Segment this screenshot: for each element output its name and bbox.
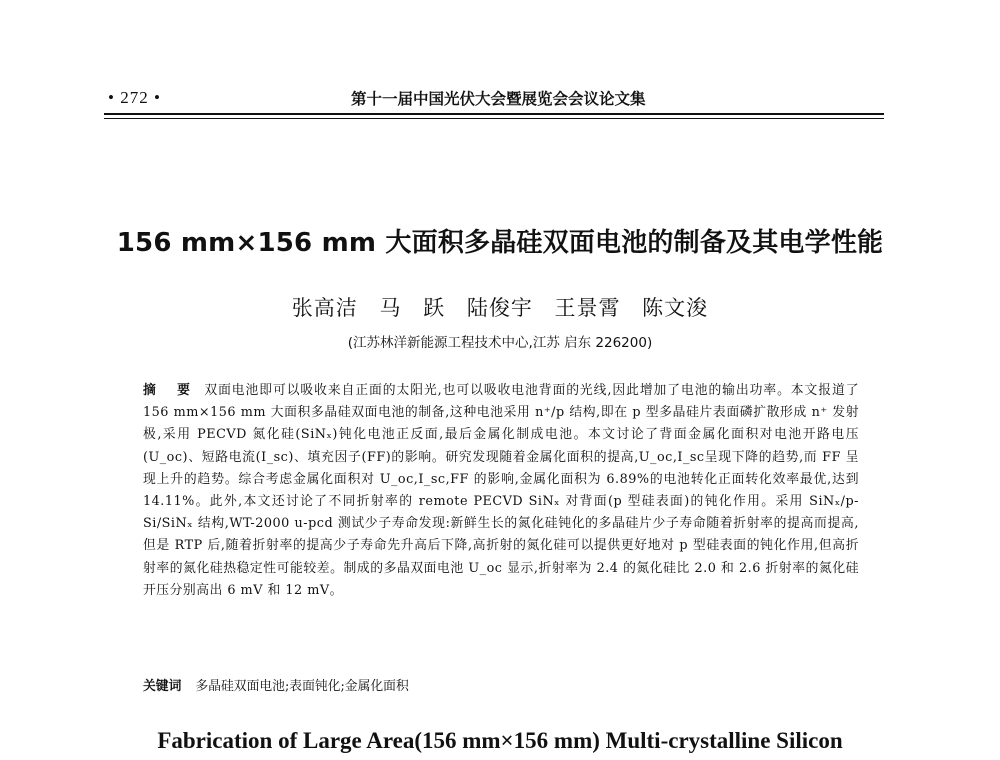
header-rule-thin — [104, 118, 884, 119]
keywords — [143, 675, 859, 694]
affiliation: (江苏林洋新能源工程技术中心,江苏 启东 226200) — [347, 335, 653, 351]
running-header — [108, 86, 880, 110]
paper-title: 156 mm×156 mm 大面积多晶硅双面电池的制备及其电学性能 — [116, 228, 884, 258]
keywords-text: 多晶硅双面电池;表面钝化;金属化面积 — [195, 679, 409, 694]
journal-title: 第十一届中国光伏大会暨展览会会议论文集 — [351, 90, 646, 108]
abstract — [143, 380, 859, 602]
abstract-label: 摘 要 — [143, 383, 199, 398]
abstract-text: 双面电池即可以吸收来自正面的太阳光,也可以吸收电池背面的光线,因此增加了电池的输出功率。本文报道了 156 mm×156 mm 大面积多晶硅双面电池的制备,这种电池采用 n⁺/p 结构,即在 p 型多晶硅片表面磷扩散形成 n⁺ 发射极,采用 PECVD 氮化硅(SiNₓ)钝化电池正反面,最后金属化制成电池。本文讨论了背面金属化面积对电池开路电压(U_oc)、短路电流(I_sc)、填充因子(FF)的影响。研究发现随着金属化面积的提高,U_oc,I_sc呈现下降的趋势,而 FF 呈现上升的趋势。综合考虑金属化面积对 U_oc,I_sc,FF 的影响,金属化面积为 6.89%的电池转化正面转化效率最优,达到 14.11%。此外,本文还讨论了不同折射率的 remote PECVD SiNₓ 对背面(p 型硅表面)的钝化作用。采用 SiNₓ/p-Si/SiNₓ 结构,WT-2000 u-pcd 测试少子寿命发现:新鲜生长的氮化硅钝化的多晶硅片少子寿命随着折射率的提高而提高,但是 RTP 后,随着折射率的提高少子寿命先升高后下降,高折射的氮化硅可以提供更好地对 p 型硅表面的钝化作用,但高折射率的氮化硅热稳定性可能较差。制成的多晶双面电池 U_oc 显示,折射率为 2.4 的氮化硅比 2.0 和 2.6 折射率的氮化硅开压分别高出 6 mV 和 12 mV。 — [143, 383, 859, 598]
page-number: • 272 • — [108, 88, 161, 107]
keywords-label: 关键词 — [143, 679, 182, 694]
author-list: 张高洁 马 跃 陆俊宇 王景霄 陈文浚 — [291, 296, 709, 320]
header-rule-thick — [104, 113, 884, 115]
english-title: Fabrication of Large Area(156 mm×156 mm) Multi-crystalline Silicon — [157, 728, 843, 753]
